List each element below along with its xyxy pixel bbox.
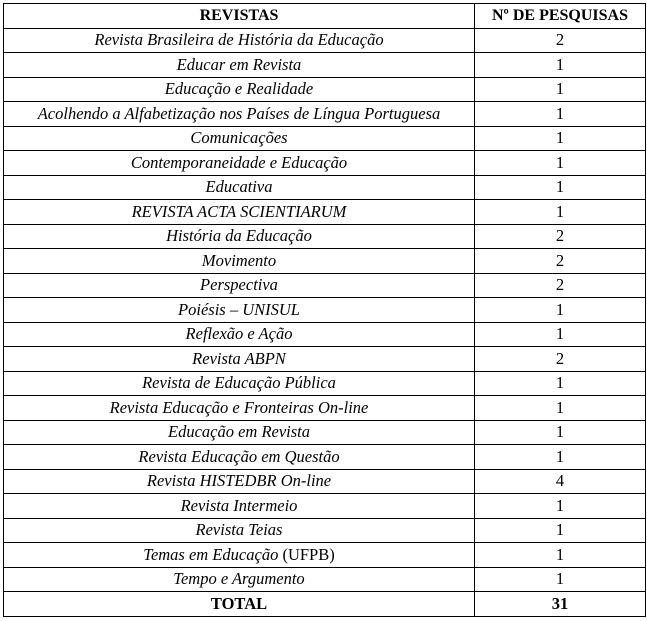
journal-name-cell (4, 396, 475, 421)
journal-name-cell (4, 543, 475, 568)
research-count: 1 (475, 420, 646, 445)
journal-name: Comunicações (190, 128, 288, 147)
journal-name: Tempo e Argumento (173, 569, 305, 588)
table-row (4, 494, 646, 519)
table-row (4, 200, 646, 225)
journal-name: Revista Educação e Fronteiras On-line (109, 397, 369, 417)
journal-name-cell (4, 249, 475, 274)
journal-name-cell (4, 102, 475, 127)
table-row (4, 567, 646, 592)
journal-name: Educativa (205, 177, 273, 196)
table-row (4, 518, 646, 543)
table-row (4, 249, 646, 274)
journal-name-cell (4, 53, 475, 78)
journal-name: Revista Brasileira de História da Educação (94, 30, 384, 49)
table-row (4, 445, 646, 470)
journal-name: Contemporaneidade e Educação (130, 152, 348, 172)
table-row (4, 469, 646, 494)
journal-name-cell (4, 175, 475, 200)
journals-table (3, 3, 646, 617)
header-n-pesquisas: Nº DE PESQUISAS (475, 4, 646, 29)
research-count: 2 (475, 249, 646, 274)
journal-name-cell (4, 28, 475, 53)
table-row (4, 175, 646, 200)
research-count: 1 (475, 322, 646, 347)
research-count: 1 (475, 77, 646, 102)
table-row (4, 151, 646, 176)
journal-name: Movimento (201, 250, 277, 270)
journal-name-cell (4, 224, 475, 249)
journal-name: Perspectiva (200, 275, 278, 294)
journal-name-cell (4, 469, 475, 494)
total-count: 31 (475, 592, 646, 617)
table-row (4, 543, 646, 568)
research-count: 1 (475, 298, 646, 323)
research-count: 2 (475, 347, 646, 372)
research-count: 1 (475, 494, 646, 519)
research-count: 1 (475, 445, 646, 470)
research-count: 2 (475, 273, 646, 298)
research-count: 4 (475, 469, 646, 494)
journal-name: Revista Intermeio (180, 495, 298, 515)
table-row (4, 102, 646, 127)
total-row (4, 592, 646, 617)
table-row (4, 420, 646, 445)
research-count: 1 (475, 151, 646, 176)
journal-name: Educação em Revista (167, 422, 311, 441)
table-row (4, 126, 646, 151)
journal-name: Reflexão e Ação (185, 324, 293, 343)
journal-name: História da Educação (166, 226, 312, 245)
research-count: 2 (475, 28, 646, 53)
journal-name-cell (4, 420, 475, 445)
journal-name-cell (4, 126, 475, 151)
table-row (4, 371, 646, 396)
header-revistas: REVISTAS (4, 4, 475, 29)
research-count: 1 (475, 371, 646, 396)
table-container (3, 3, 646, 617)
research-count: 1 (475, 126, 646, 151)
journal-name-cell (4, 518, 475, 543)
journal-name: Revista HISTEDBR On-line (146, 471, 332, 490)
journal-name-cell (4, 151, 475, 176)
research-count: 1 (475, 175, 646, 200)
journal-name: Revista Teias (195, 520, 283, 539)
journal-name: Acolhendo a Alfabetização nos Países de Língua Portuguesa (37, 103, 441, 123)
journal-name: Revista ABPN (192, 348, 286, 368)
journal-name-cell (4, 200, 475, 225)
journal-name-cell (4, 371, 475, 396)
research-count: 1 (475, 396, 646, 421)
journal-name-cell (4, 567, 475, 592)
table-row (4, 224, 646, 249)
table-row (4, 53, 646, 78)
journal-name-cell (4, 347, 475, 372)
research-count: 1 (475, 200, 646, 225)
journal-name-cell (4, 77, 475, 102)
journal-name: Revista de Educação Pública (142, 373, 336, 392)
table-row (4, 298, 646, 323)
table-row (4, 322, 646, 347)
journal-name: Temas em Educação (143, 544, 279, 564)
research-count: 1 (475, 543, 646, 568)
journal-name: Educar em Revista (176, 54, 302, 74)
table-row (4, 273, 646, 298)
journal-name: Poiésis – UNISUL (178, 299, 300, 319)
journal-name-cell (4, 445, 475, 470)
table-row (4, 396, 646, 421)
research-count: 1 (475, 53, 646, 78)
research-count: 1 (475, 518, 646, 543)
journal-name-cell (4, 298, 475, 323)
table-row (4, 347, 646, 372)
total-label: TOTAL (4, 592, 475, 617)
table-row (4, 77, 646, 102)
research-count: 2 (475, 224, 646, 249)
research-count: 1 (475, 102, 646, 127)
journal-name-cell (4, 273, 475, 298)
table-row (4, 28, 646, 53)
header-row (4, 4, 646, 29)
journal-name-suffix: (UFPB) (278, 544, 335, 564)
research-count: 1 (475, 567, 646, 592)
journal-name-cell (4, 494, 475, 519)
journal-name-cell (4, 322, 475, 347)
journal-name: REVISTA ACTA SCIENTIARUM (131, 201, 347, 221)
journal-name: Educação e Realidade (164, 79, 314, 98)
journal-name: Revista Educação em Questão (138, 446, 340, 466)
